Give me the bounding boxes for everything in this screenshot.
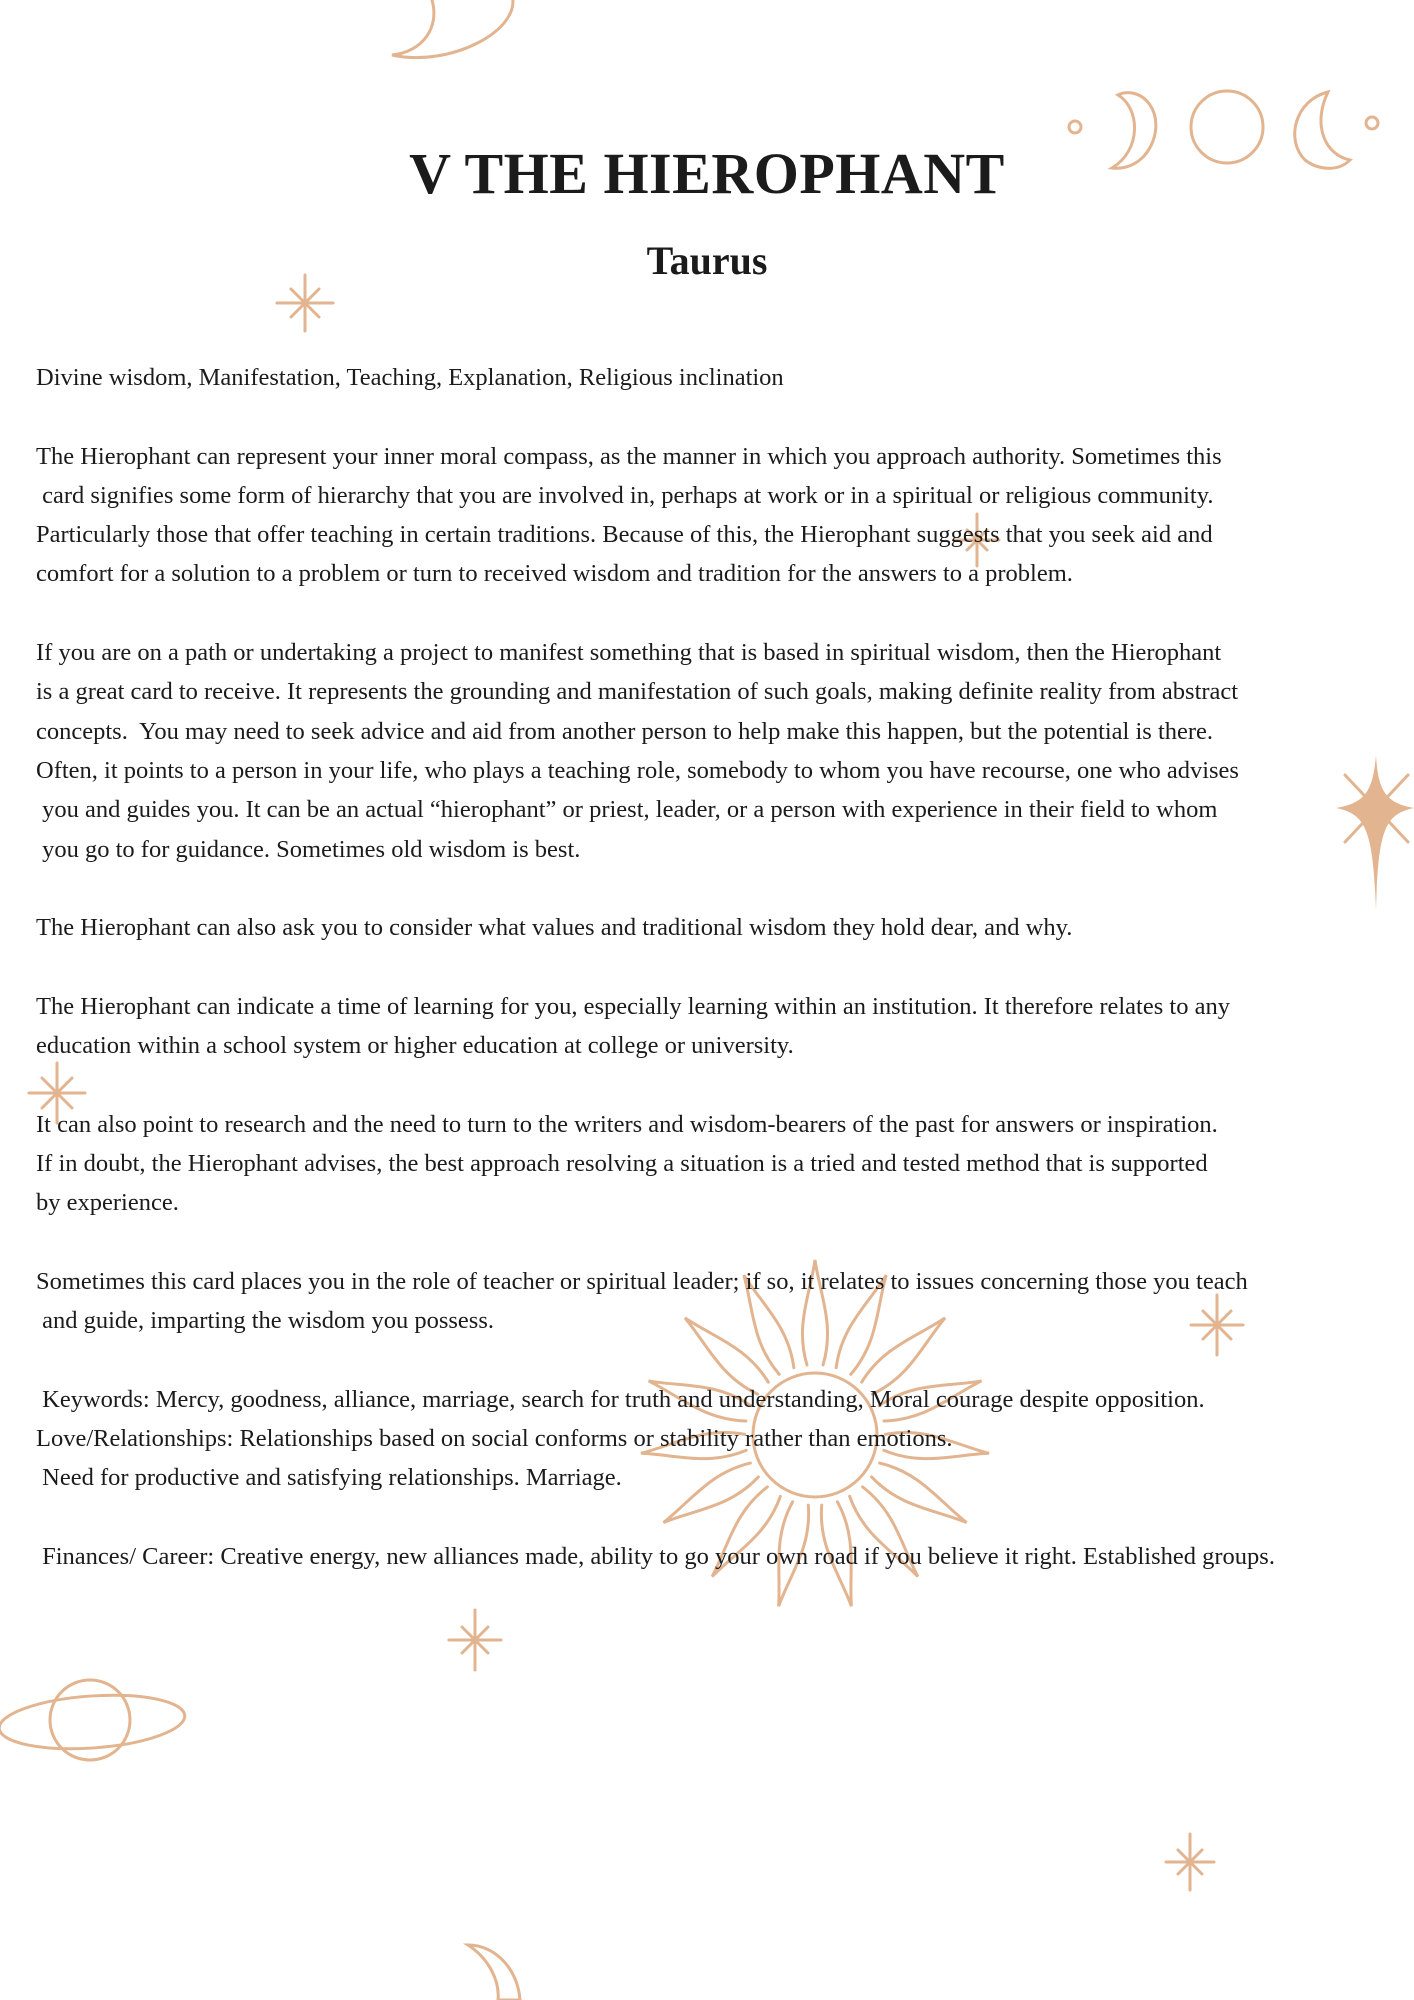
- keywords-paragraph: [36, 358, 1406, 397]
- text-line: Need for productive and satisfying relationships. Marriage.: [36, 1464, 622, 1492]
- text-line: It can also point to research and the need to turn to the writers and wisdom-bearers of the past for answers or inspiration.: [36, 1110, 1218, 1138]
- keywords-section: [36, 1380, 1406, 1498]
- text-line: card signifies some form of hierarchy that you are involved in, perhaps at work or in a spiritual or religious community.: [36, 481, 1214, 509]
- text-line: If in doubt, the Hierophant advises, the best approach resolving a situation is a tried and tested method that is supported: [36, 1149, 1208, 1177]
- text-line: Sometimes this card places you in the role of teacher or spiritual leader; if so, it relates to issues concerning those you teach: [36, 1267, 1248, 1295]
- text-line: and guide, imparting the wisdom you possess.: [36, 1307, 494, 1335]
- page-title: V THE HIEROPHANT: [409, 141, 1005, 206]
- text-line: Divine wisdom, Manifestation, Teaching, Explanation, Religious inclination: [36, 364, 784, 391]
- text-line: concepts. You may need to seek advice and aid from another person to help make this happen, but the potential is there.: [36, 717, 1214, 745]
- body-paragraph: [36, 987, 1406, 1066]
- body-paragraph: [36, 633, 1406, 869]
- text-line: The Hierophant can indicate a time of learning for you, especially learning within an institution. It therefore relates to any: [36, 992, 1230, 1020]
- sparkle-star-icon: [1166, 1834, 1214, 1890]
- text-line: The Hierophant can represent your inner moral compass, as the manner in which you approach authority. Sometimes this: [36, 442, 1222, 470]
- text-line: Often, it points to a person in your life, who plays a teaching role, somebody to whom you have recourse, one who advises: [36, 756, 1239, 784]
- body-paragraph: [36, 437, 1406, 594]
- text-line: The Hierophant can also ask you to consider what values and traditional wisdom they hold dear, and why.: [36, 914, 1073, 942]
- text-line: you and guides you. It can be an actual “hierophant” or priest, leader, or a person with experience in their field to whom: [36, 796, 1218, 824]
- text-line: education within a school system or higher education at college or university.: [36, 1032, 794, 1060]
- text-line: comfort for a solution to a problem or turn to received wisdom and tradition for the answers to a problem.: [36, 560, 1073, 588]
- sparkle-star-icon: [449, 1610, 501, 1670]
- body-paragraph: [36, 1262, 1406, 1341]
- finances-career-section: [36, 1537, 1406, 1576]
- zodiac-subtitle: Taurus: [646, 238, 768, 283]
- body-paragraph: [36, 908, 1406, 947]
- text-line: If you are on a path or undertaking a project to manifest something that is based in spiritual wisdom, then the Hierophant: [36, 639, 1222, 667]
- text-line: Finances/ Career: Creative energy, new alliances made, ability to go your own road if you believe it right. Established groups.: [36, 1542, 1275, 1570]
- text-line: Particularly those that offer teaching in certain traditions. Because of this, the Hierophant suggests that you seek aid and: [36, 521, 1213, 549]
- planet-ring-icon: [0, 1680, 187, 1760]
- crescent-moon-icon: [468, 1945, 520, 2000]
- text-line: you go to for guidance. Sometimes old wisdom is best.: [36, 835, 581, 863]
- text-line: Love/Relationships: Relationships based on social conforms or stability rather than emotions.: [36, 1425, 953, 1453]
- text-line: is a great card to receive. It represents the grounding and manifestation of such goals, making definite reality from abstract: [36, 678, 1239, 706]
- body-paragraph: [36, 1105, 1406, 1223]
- crescent-moon-icon: [392, 0, 513, 58]
- text-line: by experience.: [36, 1189, 179, 1217]
- card-description: [36, 358, 1406, 1616]
- text-line: Keywords: Mercy, goodness, alliance, marriage, search for truth and understanding, Moral courage despite opposition.: [36, 1385, 1205, 1413]
